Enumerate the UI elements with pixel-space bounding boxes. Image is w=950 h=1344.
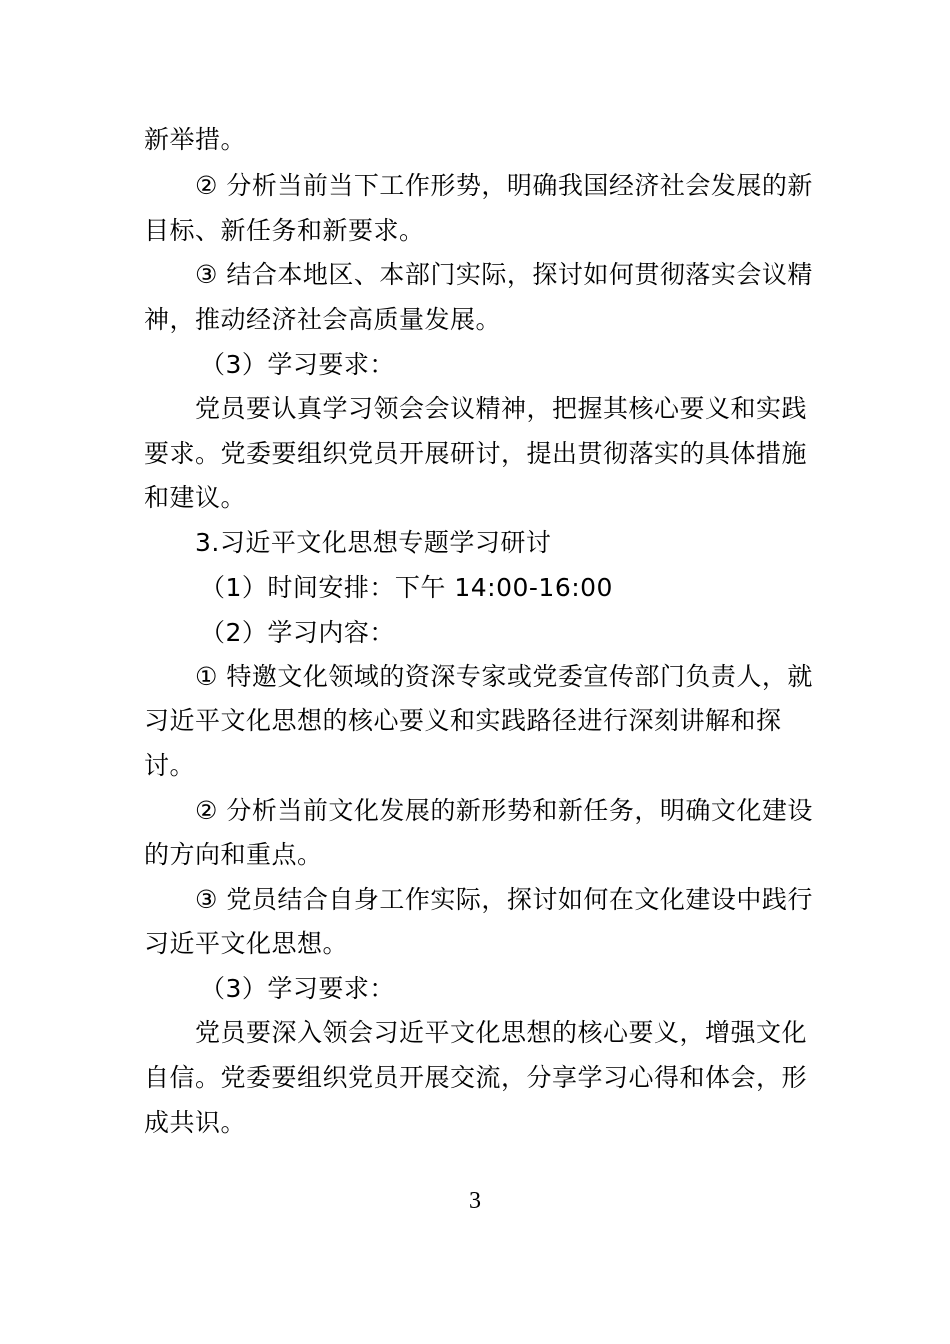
text-line: 习近平文化思想。 xyxy=(144,929,349,958)
text-line: 和建议。 xyxy=(144,483,247,512)
text-line: ② 分析当前文化发展的新形势和新任务，明确文化建设 xyxy=(195,796,813,825)
text-line: （3）学习要求： xyxy=(200,974,395,1003)
page-number: 3 xyxy=(469,1188,481,1214)
text-line: ③ 结合本地区、本部门实际，探讨如何贯彻落实会议精 xyxy=(195,260,813,289)
text-line: 讨。 xyxy=(144,751,196,780)
text-line: ② 分析当前当下工作形势，明确我国经济社会发展的新 xyxy=(195,171,813,200)
text-line: 要求。党委要组织党员开展研讨，提出贯彻落实的具体措施 xyxy=(144,439,808,468)
text-line: 3.习近平文化思想专题学习研讨 xyxy=(195,528,552,557)
text-line: 成共识。 xyxy=(144,1108,247,1137)
text-line: 党员要深入领会习近平文化思想的核心要义，增强文化 xyxy=(195,1018,808,1047)
text-line: （1）时间安排：下午 14:00-16:00 xyxy=(200,573,613,602)
text-line: （2）学习内容： xyxy=(200,618,395,647)
text-line: 党员要认真学习领会会议精神，把握其核心要义和实践 xyxy=(195,394,808,423)
text-line: 目标、新任务和新要求。 xyxy=(144,216,425,245)
text-line: 新举措。 xyxy=(144,125,247,154)
text-line: 习近平文化思想的核心要义和实践路径进行深刻讲解和探 xyxy=(144,706,782,735)
text-line: （3）学习要求： xyxy=(200,350,395,379)
text-line: ① 特邀文化领域的资深专家或党委宣传部门负责人，就 xyxy=(195,662,813,691)
text-line: 神，推动经济社会高质量发展。 xyxy=(144,305,502,334)
text-line: ③ 党员结合自身工作实际，探讨如何在文化建设中践行 xyxy=(195,885,813,914)
text-line: 的方向和重点。 xyxy=(144,840,323,869)
text-line: 自信。党委要组织党员开展交流，分享学习心得和体会，形 xyxy=(144,1063,808,1092)
